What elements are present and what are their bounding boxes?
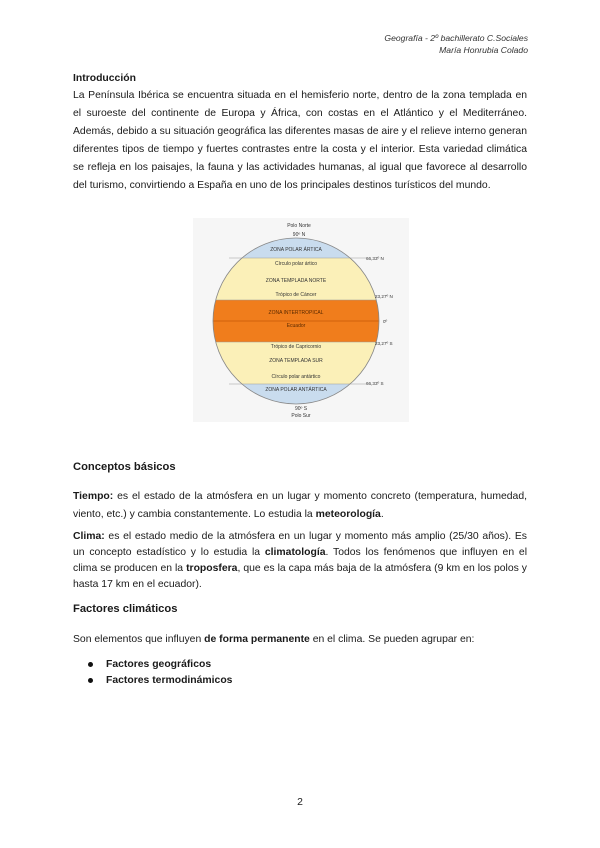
climate-zones-figure: [193, 218, 409, 422]
label-66s: 66,33º S: [366, 381, 384, 386]
label-zona-polar-antartica: ZONA POLAR ANTÁRTICA: [265, 387, 327, 393]
factores-heading: Factores climáticos: [73, 603, 178, 615]
tiempo-text: es el estado de la atmósfera en un lugar y momento concreto (temperatura, humedad, viento, etc.) y cambia constantemente. Lo estudia la: [73, 491, 527, 520]
label-66n: 66,33º N: [366, 256, 384, 261]
clima-science: climatología: [264, 547, 326, 558]
header-author: María Honrubia Colado: [439, 44, 528, 55]
clima-text2: . Todos los fenómenos que influyen en el clima se producen en la: [73, 547, 528, 574]
intro-paragraph: La Península Ibérica se encuentra situada en el hemisferio norte, dentro de la zona templada en el suroeste del continente de Europa y África, con costas en el Atlántico y el Mediterráneo. Además, debido a su situación geográfica las diferentes masas de aire y el relieve interno generan diferentes tipos de tiempo y fuertes contrastes entre la costa y el interior. Esta variedad climática se refleja en los paisajes, la fauna y las actividades humanas, al igual que favorece al desarrollo del turismo, convirtiendo a España en uno de los principales destinos turísticos del mundo.: [73, 90, 527, 191]
list-item: Factores termodinámicos: [88, 673, 232, 689]
clima-paragraph: [73, 529, 527, 593]
label-90n: 90º N: [292, 232, 306, 238]
label-zona-polar-artica: ZONA POLAR ÁRTICA: [270, 247, 322, 253]
clima-text3: , que es la capa más baja de la atmósfera (9 km en los polos y hasta 17 km en el ecuador).: [73, 563, 527, 590]
label-ecuador: Ecuador: [286, 323, 306, 329]
factores-intro: [73, 631, 527, 649]
header-course: Geografía - 2º bachillerato C.Sociales: [384, 33, 528, 43]
label-tropico-cancer: Trópico de Cáncer: [275, 292, 317, 298]
tiempo-science: meteorología: [315, 509, 381, 520]
tiempo-end: .: [380, 509, 384, 520]
label-zona-intertropical: ZONA INTERTROPICAL: [268, 310, 324, 316]
label-polo-norte: Polo Norte: [287, 223, 311, 229]
tiempo-term: Tiempo:: [73, 491, 114, 502]
label-circulo-polar-artico: Círculo polar ártico: [275, 261, 317, 267]
label-polo-sur: Polo Sur: [291, 413, 311, 419]
label-zona-templada-sur: ZONA TEMPLADA SUR: [269, 358, 323, 364]
label-0: 0º: [383, 319, 388, 324]
clima-layer: troposfera: [186, 563, 238, 574]
label-zona-templada-norte: ZONA TEMPLADA NORTE: [265, 278, 327, 284]
label-23s: 23,27º S: [375, 341, 393, 346]
list-item: Factores geográficos: [88, 657, 232, 673]
label-90s: 90º S: [294, 406, 308, 412]
factores-intro-a: Son elementos que influyen: [73, 634, 205, 645]
label-23n: 23,27º N: [375, 294, 393, 299]
page-header: [384, 33, 528, 56]
factores-intro-bold: de forma permanente: [204, 634, 310, 645]
label-tropico-capricornio: Trópico de Capricornio: [270, 344, 322, 350]
tiempo-paragraph: [73, 488, 527, 524]
factores-list: [88, 657, 232, 689]
climate-zones-diagram: [193, 218, 409, 422]
factores-intro-b: en el clima. Se pueden agrupar en:: [309, 634, 475, 645]
clima-text1: es el estado medio de la atmósfera en un lugar y momento más amplio (25/30 años). Es un concepto estadístico y lo estudia la: [73, 531, 527, 558]
conceptos-heading: Conceptos básicos: [73, 461, 176, 473]
label-circulo-polar-antartico: Círculo polar antártico: [271, 374, 321, 380]
clima-term: Clima:: [73, 531, 105, 542]
page-number: 2: [297, 797, 303, 808]
intro-heading: Introducción: [73, 73, 136, 84]
